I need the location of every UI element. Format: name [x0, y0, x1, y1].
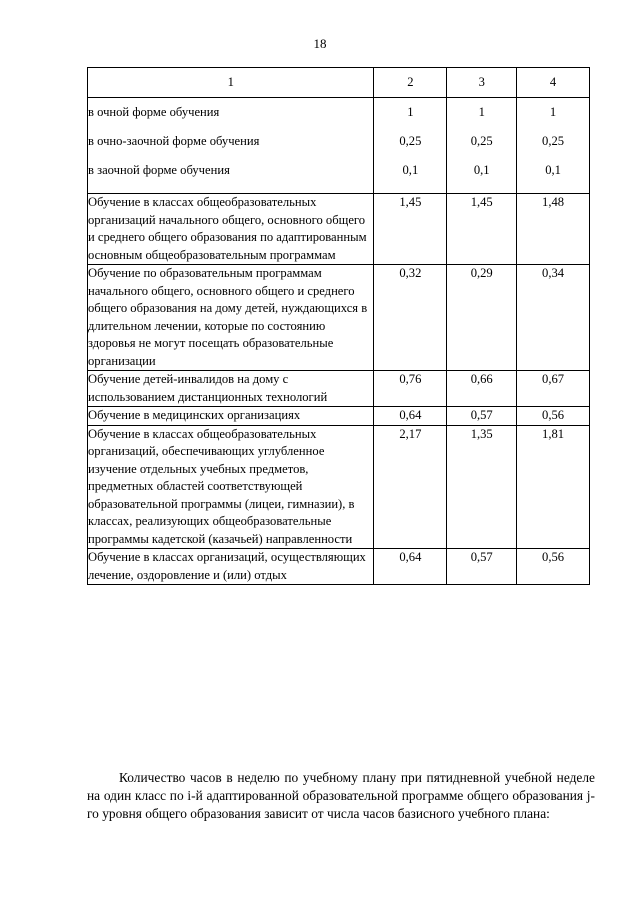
row-label: Обучение в классах общеобразовательных организаций начального общего, основного общего и среднего общего образования по адаптированным основным общеобразовательным программам	[88, 194, 374, 265]
page-number: 18	[313, 36, 327, 51]
cell-value: 0,76	[374, 371, 447, 407]
table-row	[88, 407, 590, 426]
cell-value: 1,45	[374, 194, 447, 265]
table-row	[88, 425, 590, 549]
cell-value: 1,35	[447, 425, 517, 549]
study-forms-col-4	[517, 98, 590, 194]
table-row	[88, 549, 590, 585]
cell-value: 0,25	[399, 134, 422, 148]
table-row-study-forms	[88, 98, 590, 194]
cell-value: 0,57	[447, 407, 517, 426]
cell-value: 0,29	[447, 265, 517, 371]
table-row	[88, 371, 590, 407]
cell-value: 0,56	[517, 407, 590, 426]
cell-value: 1	[478, 105, 485, 119]
cell-value: 0,34	[517, 265, 590, 371]
cell-value: 0,66	[447, 371, 517, 407]
cell-value: 2,17	[374, 425, 447, 549]
cell-value: 0,32	[374, 265, 447, 371]
cell-value: 0,25	[470, 134, 493, 148]
cell-value: 0,1	[473, 163, 490, 177]
row-label: в заочной форме обучения	[88, 163, 230, 177]
row-label: в очно-заочной форме обучения	[88, 134, 260, 148]
cell-value: 1,45	[447, 194, 517, 265]
coefficients-table	[87, 67, 590, 585]
cell-value: 1,48	[517, 194, 590, 265]
cell-value: 1,81	[517, 425, 590, 549]
table-header-row	[88, 68, 590, 98]
cell-value: 0,25	[542, 134, 565, 148]
body-paragraph: Количество часов в неделю по учебному плану при пятидневной учебной неделе на один класс по i-й адаптированной образовательной программе общего образования j-го уровня общего образования зависит от числа часов базисного учебного плана:	[87, 770, 595, 821]
cell-value: 0,64	[374, 549, 447, 585]
row-label: Обучение в классах общеобразовательных организаций, обеспечивающих углубленное изучение отдельных учебных предметов, предметных областей соответствующей образовательной программы (лицеи, гимназии), в классах, реализующих общеобразовательные программы кадетской (казачьей) направленности	[88, 425, 374, 549]
cell-value: 0,1	[402, 163, 419, 177]
row-label: Обучение по образовательным программам начального общего, основного общего и среднего общего образования на дому детей, нуждающихся в длительном лечении, которые по состоянию здоровья не могут посещать образовательные организации	[88, 265, 374, 371]
table-row	[88, 265, 590, 371]
study-forms-labels	[88, 98, 374, 194]
cell-value: 0,64	[374, 407, 447, 426]
row-label: Обучение в медицинских организациях	[88, 407, 374, 426]
header-cell-4: 4	[517, 68, 590, 98]
cell-value: 1	[407, 105, 414, 119]
row-label: Обучение детей-инвалидов на дому с использованием дистанционных технологий	[88, 371, 374, 407]
cell-value: 0,1	[545, 163, 561, 177]
header-cell-2: 2	[374, 68, 447, 98]
header-cell-3: 3	[447, 68, 517, 98]
study-forms-col-2	[374, 98, 447, 194]
cell-value: 0,57	[447, 549, 517, 585]
cell-value: 0,56	[517, 549, 590, 585]
row-label: в очной форме обучения	[88, 105, 220, 119]
table-row	[88, 194, 590, 265]
cell-value: 1	[549, 105, 557, 119]
cell-value: 0,67	[517, 371, 590, 407]
header-cell-1: 1	[88, 68, 374, 98]
study-forms-col-3	[447, 98, 517, 194]
row-label: Обучение в классах организаций, осуществляющих лечение, оздоровление и (или) отдых	[88, 549, 374, 585]
